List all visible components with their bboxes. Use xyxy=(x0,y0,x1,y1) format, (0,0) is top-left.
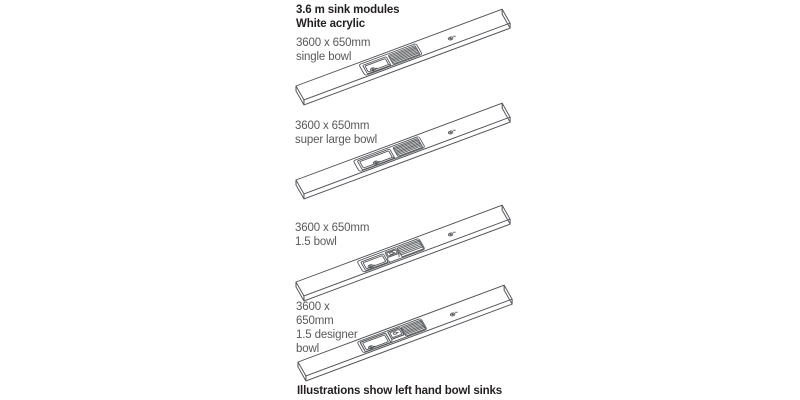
module-size: 3600 x 650mm xyxy=(296,301,334,327)
page-title-line2: White acrylic xyxy=(296,18,365,30)
module-label-super-large-bowl xyxy=(295,119,377,147)
module-size: 3600 x 650mm xyxy=(296,37,371,49)
sink-module-illustration-1-5-bowl xyxy=(294,205,513,301)
module-size: 3600 x 650mm xyxy=(295,120,370,132)
module-type: 1.5 bowl xyxy=(295,236,337,248)
page-title xyxy=(296,3,399,31)
page-title-line1: 3.6 m sink modules xyxy=(296,4,400,16)
module-type: single bowl xyxy=(296,51,352,63)
module-label-single-bowl xyxy=(296,36,370,64)
module-label-1-5-designer-bowl xyxy=(296,300,366,356)
module-size: 3600 x 650mm xyxy=(295,222,370,234)
module-label-1-5-bowl xyxy=(295,221,369,249)
module-type: super large bowl xyxy=(295,134,377,146)
sink-module-illustration-super-large-bowl xyxy=(294,103,513,199)
footer-caption: Illustrations show left hand bowl sinks xyxy=(297,385,503,397)
module-type: 1.5 designer bowl xyxy=(296,329,358,355)
